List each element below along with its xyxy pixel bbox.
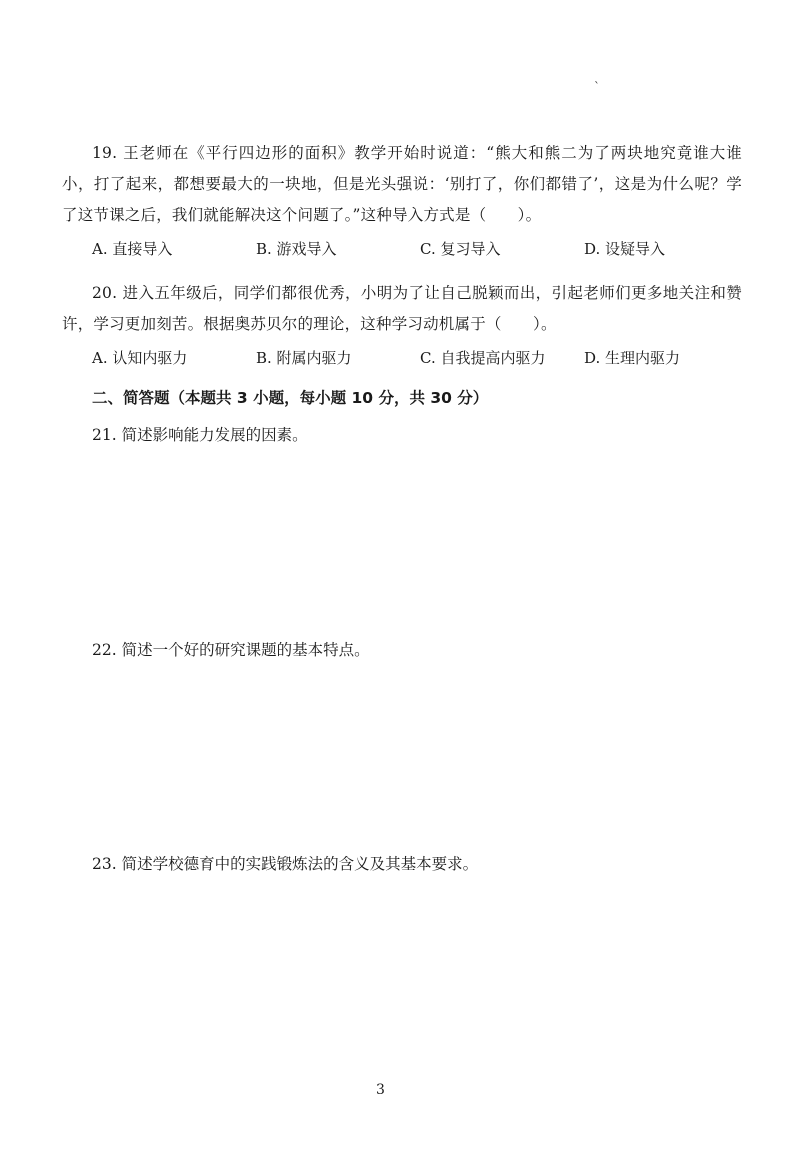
question-19-options (62, 234, 742, 264)
question-20-text: 20. 进入五年级后，同学们都很优秀，小明为了让自己脱颖而出，引起老师们更多地关注和赞许，学习更加刻苦。根据奥苏贝尔的理论，这种学习动机属于（ ）。 (62, 284, 742, 333)
question-19-text: 19. 王老师在《平行四边形的面积》教学开始时说道：“熊大和熊二为了两块地究竟谁大谁小，打了起来，都想要最大的一块地，但是光头强说：‘别打了，你们都错了’，这是为什么呢？学了这节课之后，我们就能解决这个问题了。”这种导入方式是（ ）。 (62, 144, 742, 224)
section-heading: 二、简答题（本题共 3 小题，每小题 10 分，共 30 分） (92, 389, 489, 407)
question-20-option-d: D. 生理内驱力 (584, 349, 681, 367)
question-22: 22. 简述一个好的研究课题的基本特点。 (92, 641, 370, 659)
question-20-option-a: A. 认知内驱力 (92, 349, 188, 367)
question-19-option-d: D. 设疑导入 (584, 240, 666, 258)
question-19-option-b: B. 游戏导入 (256, 240, 337, 258)
question-19-option-a: A. 直接导入 (92, 240, 173, 258)
question-20-option-b: B. 附属内驱力 (256, 349, 352, 367)
question-19 (62, 138, 742, 264)
stray-mark: ` (594, 80, 600, 94)
question-23: 23. 简述学校德育中的实践锻炼法的含义及其基本要求。 (92, 855, 479, 873)
question-20 (62, 278, 742, 373)
page-number: 3 (376, 1082, 385, 1098)
question-19-option-c: C. 复习导入 (420, 240, 501, 258)
question-20-options (62, 343, 742, 373)
question-20-option-c: C. 自我提高内驱力 (420, 349, 546, 367)
question-21: 21. 简述影响能力发展的因素。 (92, 426, 308, 444)
